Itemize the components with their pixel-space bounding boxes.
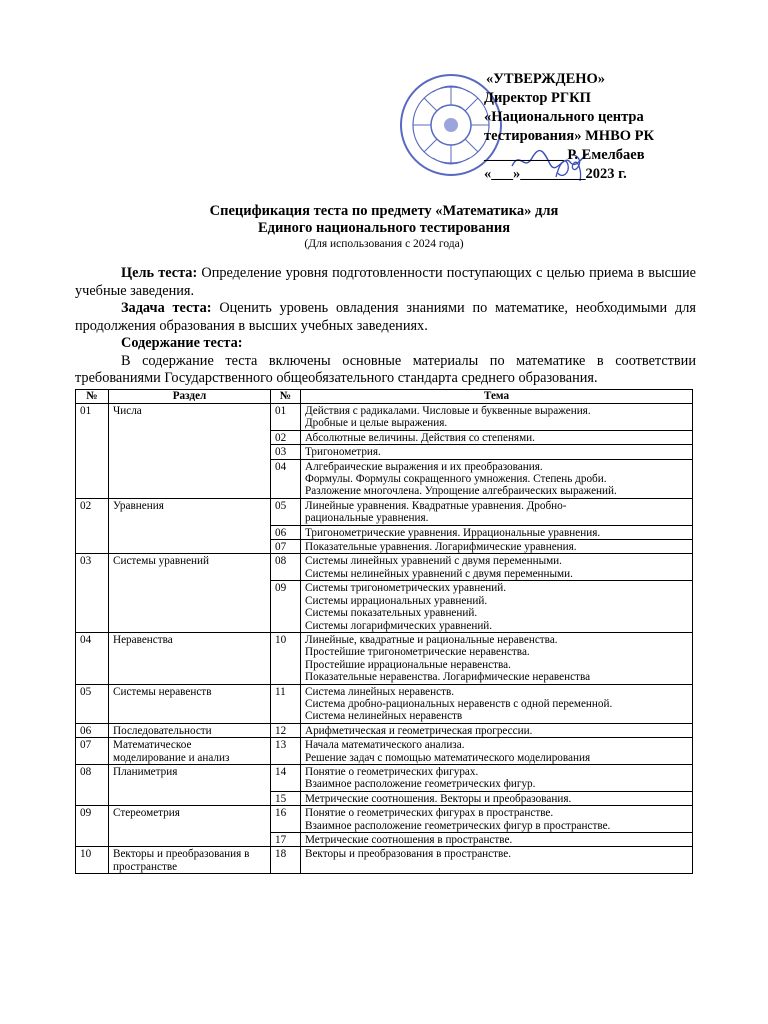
topic-line: Простейшие тригонометрические неравенства. <box>305 646 530 659</box>
section-number: 02 <box>76 498 109 554</box>
topic-line: Начала математического анализа. <box>305 739 465 752</box>
topic-text <box>301 738 693 765</box>
section-number: 07 <box>76 738 109 765</box>
section-name: Последовательности <box>109 723 271 737</box>
goal-label: Цель теста: <box>121 265 198 281</box>
topic-number: 13 <box>271 738 301 765</box>
topic-text <box>301 540 693 554</box>
topic-text <box>301 847 693 874</box>
topic-text <box>301 723 693 737</box>
topic-line: Линейные уравнения. Квадратные уравнения. Дробно- <box>305 499 567 512</box>
topic-line: Тригонометрия. <box>305 446 381 459</box>
document-body <box>75 265 696 388</box>
section-name: Неравенства <box>109 632 271 684</box>
header-topic-number: № <box>271 390 301 404</box>
section-number: 10 <box>76 847 109 874</box>
topic-text <box>301 554 693 581</box>
section-number: 03 <box>76 554 109 632</box>
content-paragraph: В содержание теста включены основные материалы по математике в соответствии требованиями Государственного общеобязательного стандарта среднего образования. <box>75 352 696 386</box>
topic-number: 07 <box>271 540 301 554</box>
table-body <box>76 404 693 874</box>
topic-line: Системы нелинейных уравнений с двумя переменными. <box>305 567 573 580</box>
header-section: Раздел <box>109 390 271 404</box>
header-topic: Тема <box>301 390 693 404</box>
section-name: Числа <box>109 404 271 499</box>
specification-table <box>75 389 693 874</box>
topic-text <box>301 445 693 459</box>
topic-line: Формулы. Формулы сокращенного умножения. Степень дроби. <box>305 473 607 486</box>
table-row <box>76 738 693 765</box>
table-row <box>76 764 693 791</box>
topic-number: 08 <box>271 554 301 581</box>
topic-line: Абсолютные величины. Действия со степенями. <box>305 431 535 444</box>
topic-number: 03 <box>271 445 301 459</box>
topic-text <box>301 581 693 633</box>
topic-number: 16 <box>271 806 301 833</box>
topic-line: Системы иррациональных уравнений. <box>305 594 488 607</box>
title-subtitle: (Для использования с 2024 года) <box>304 238 464 250</box>
topic-line: Показательные неравенства. Логарифмические неравенства <box>305 671 591 684</box>
topic-number: 05 <box>271 498 301 525</box>
topic-text <box>301 525 693 539</box>
section-name: Уравнения <box>109 498 271 554</box>
topic-number: 14 <box>271 764 301 791</box>
topic-line: Разложение многочлена. Упрощение алгебраических выражений. <box>305 485 617 498</box>
topic-number: 15 <box>271 791 301 805</box>
table-row <box>76 554 693 581</box>
topic-line: Система нелинейных неравенств <box>305 710 463 723</box>
topic-number: 10 <box>271 632 301 684</box>
table-header-row <box>76 390 693 404</box>
topic-line: Решение задач с помощью математического моделирования <box>305 751 591 764</box>
approval-line: «Национального центра <box>484 109 644 125</box>
task-paragraph <box>75 300 696 335</box>
section-name: Математическое моделирование и анализ <box>109 738 271 765</box>
topic-line: Системы линейных уравнений с двумя переменными. <box>305 555 562 568</box>
approval-title: «УТВЕРЖДЕНО» <box>486 71 606 87</box>
section-number: 06 <box>76 723 109 737</box>
approval-block <box>484 70 724 184</box>
topic-line: Система линейных неравенств. <box>305 685 455 698</box>
goal-text: Определение уровня подготовленности поступающих с целью приема в высшие учебные заведения. <box>75 265 696 299</box>
topic-number: 18 <box>271 847 301 874</box>
signature-line: ___________ Р. Емелбаев <box>484 147 645 163</box>
table-row <box>76 404 693 431</box>
topic-line: Метрические соотношения в пространстве. <box>305 834 513 846</box>
topic-number: 02 <box>271 430 301 444</box>
topic-line: Линейные, квадратные и рациональные неравенства. <box>305 633 558 646</box>
section-name: Системы неравенств <box>109 684 271 723</box>
section-number: 04 <box>76 632 109 684</box>
task-label: Задача теста: <box>121 300 212 316</box>
topic-number: 06 <box>271 525 301 539</box>
title-line-1: Спецификация теста по предмету «Математика» для <box>209 203 559 219</box>
section-number: 01 <box>76 404 109 499</box>
date-line: «___»_________2023 г. <box>484 166 627 182</box>
topic-line: Простейшие иррациональные неравенства. <box>305 658 511 671</box>
topic-number: 11 <box>271 684 301 723</box>
topic-line: Система дробно-рациональных неравенств с одной переменной. <box>305 697 613 710</box>
topic-line: Дробные и целые выражения. <box>305 417 448 430</box>
topic-line: Тригонометрические уравнения. Иррациональные уравнения. <box>305 526 601 539</box>
header-section-number: № <box>76 390 109 404</box>
goal-paragraph <box>75 265 696 300</box>
topic-line: Метрические соотношения. Векторы и преобразования. <box>305 792 572 805</box>
topic-line: Векторы и преобразования в пространстве. <box>305 848 512 861</box>
topic-line: Действия с радикалами. Числовые и буквенные выражения. <box>305 405 591 417</box>
table-row <box>76 806 693 833</box>
topic-line: Системы логарифмических уравнений. <box>305 619 493 632</box>
topic-number: 09 <box>271 581 301 633</box>
topic-line: Взаимное расположение геометрических фигур. <box>305 778 536 791</box>
table-row <box>76 498 693 525</box>
approval-line: тестирования» МНВО РК <box>484 128 655 144</box>
topic-line: рациональные уравнения. <box>305 512 429 525</box>
content-label: Содержание теста: <box>121 335 243 351</box>
topic-number: 04 <box>271 459 301 498</box>
section-number: 08 <box>76 764 109 805</box>
table-row <box>76 684 693 723</box>
task-text: Оценить уровень овладения знаниями по математике, необходимыми для продолжения образования в высших учебных заведениях. <box>75 300 696 334</box>
topic-line: Системы показательных уравнений. <box>305 607 478 620</box>
title-line-2: Единого национального тестирования <box>257 220 511 236</box>
topic-line: Алгебраические выражения и их преобразования. <box>305 460 543 473</box>
topic-number: 12 <box>271 723 301 737</box>
topic-text <box>301 632 693 684</box>
topic-line: Взаимное расположение геометрических фигур в пространстве. <box>305 819 611 832</box>
topic-text <box>301 430 693 444</box>
topic-text <box>301 764 693 791</box>
section-number: 09 <box>76 806 109 847</box>
topic-line: Показательные уравнения. Логарифмические уравнения. <box>305 541 577 554</box>
topic-line: Понятие о геометрических фигурах. <box>305 765 479 778</box>
topic-line: Понятие о геометрических фигурах в пространстве. <box>305 807 554 820</box>
topic-text <box>301 684 693 723</box>
section-name: Стереометрия <box>109 806 271 847</box>
content-heading <box>75 335 696 353</box>
topic-text <box>301 459 693 498</box>
topic-line: Системы тригонометрических уравнений. <box>305 582 506 595</box>
topic-number: 01 <box>271 404 301 431</box>
document-title <box>0 203 768 251</box>
topic-line: Арифметическая и геометрическая прогрессии. <box>305 724 533 737</box>
table-row <box>76 632 693 684</box>
table-row <box>76 723 693 737</box>
approval-line: Директор РГКП <box>484 90 591 106</box>
topic-text <box>301 404 693 431</box>
topic-text <box>301 833 693 847</box>
section-name: Планиметрия <box>109 764 271 805</box>
topic-text <box>301 498 693 525</box>
topic-number: 17 <box>271 833 301 847</box>
topic-text <box>301 806 693 833</box>
section-number: 05 <box>76 684 109 723</box>
section-name: Векторы и преобразования в пространстве <box>109 847 271 874</box>
topic-text <box>301 791 693 805</box>
section-name: Системы уравнений <box>109 554 271 632</box>
table-row <box>76 847 693 874</box>
